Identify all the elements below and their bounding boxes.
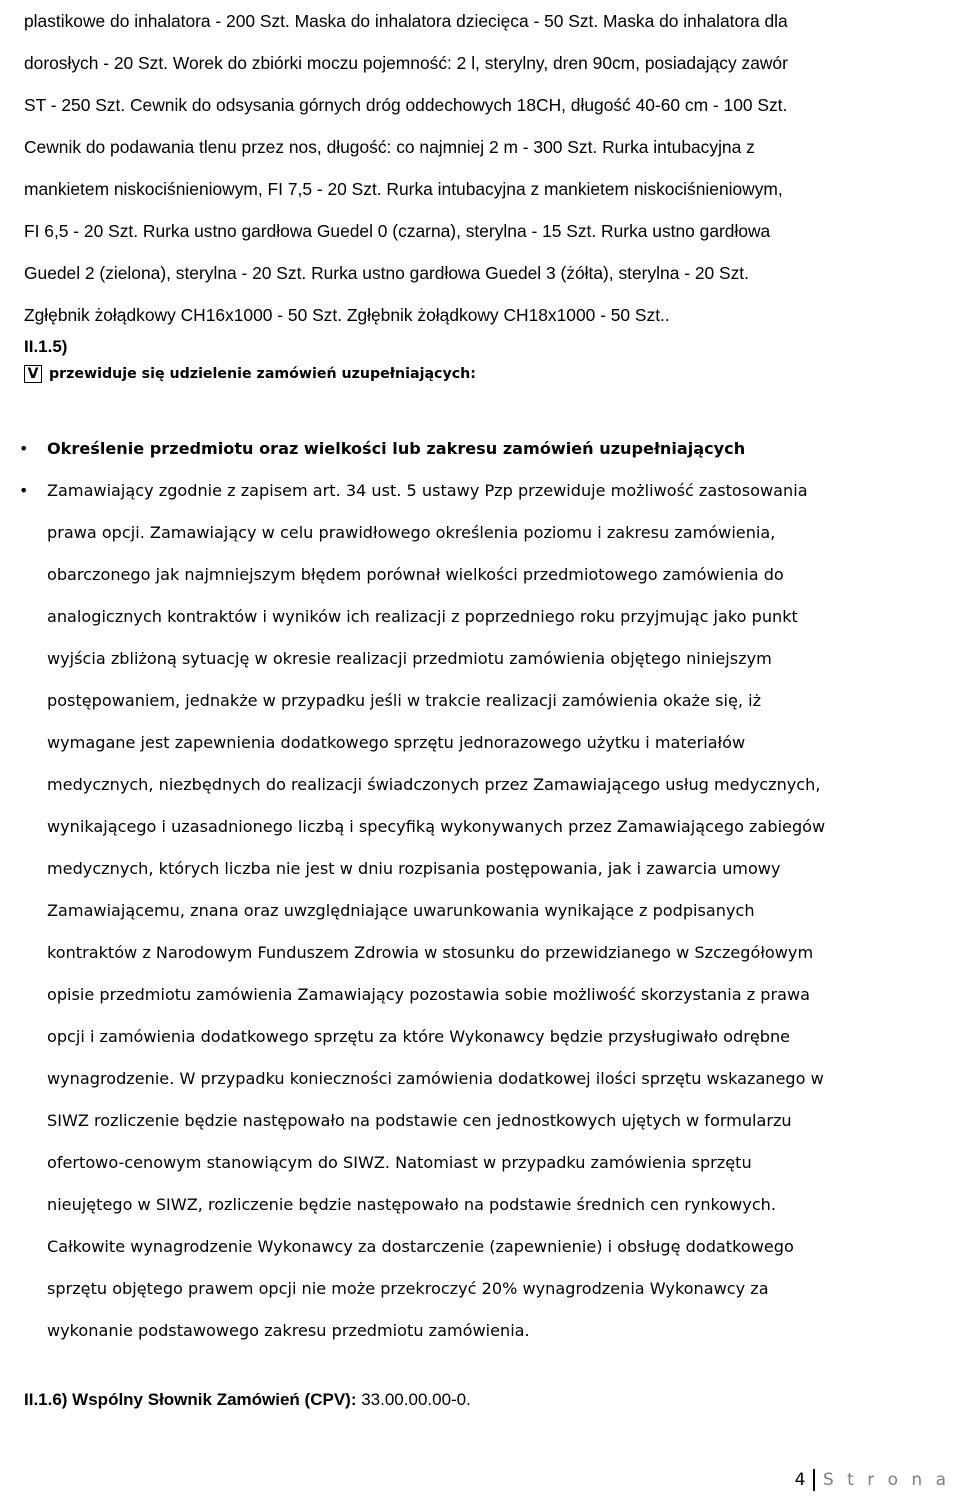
- bullet-line: Zamawiającemu, znana oraz uwzględniające uwarunkowania wynikające z podpisanych: [47, 901, 755, 920]
- checkbox-label: przewiduje się udzielenie zamówień uzupełniających:: [49, 366, 476, 382]
- bullet-line: wyjścia zbliżoną sytuację w okresie realizacji przedmiotu zamówienia objętego niniejszym: [47, 649, 772, 668]
- section-number: II.1.5): [24, 337, 68, 356]
- checkbox-checked[interactable]: V: [24, 365, 42, 383]
- paragraph-line: Guedel 2 (zielona), sterylna - 20 Szt. Rurka ustno gardłowa Guedel 3 (żółta), sterylna - 20 Szt.: [24, 263, 749, 283]
- bullet-line: analogicznych kontraktów i wyników ich realizacji z poprzedniego roku przyjmując jako punkt: [47, 607, 798, 626]
- cpv-value: 33.00.00.00-0.: [361, 1390, 471, 1409]
- cpv-line: [24, 1388, 471, 1412]
- bullet-line: ofertowo-cenowym stanowiącym do SIWZ. Natomiast w przypadku zamówienia sprzętu: [47, 1153, 752, 1172]
- bullet-line: SIWZ rozliczenie będzie następowało na podstawie cen jednostkowych ujętych w formularzu: [47, 1111, 792, 1130]
- bullet-line: wynagrodzenie. W przypadku konieczności zamówienia dodatkowej ilości sprzętu wskazanego w: [47, 1069, 824, 1088]
- list-item: [0, 470, 960, 1352]
- bullet-body: [47, 470, 952, 1352]
- paragraph-line: mankietem niskociśnieniowym, FI 7,5 - 20 Szt. Rurka intubacyjna z mankietem niskociśnieniowym,: [24, 179, 783, 199]
- bullet-line: wykonanie podstawowego zakresu przedmiotu zamówienia.: [47, 1321, 530, 1340]
- bullet-line: medycznych, niezbędnych do realizacji świadczonych przez Zamawiającego usług medycznych,: [47, 775, 821, 794]
- page-label: S t r o n a: [822, 1470, 950, 1490]
- bullet-line: obarczonego jak najmniejszym błędem porównał wielkości przedmiotowego zamówienia do: [47, 565, 784, 584]
- bullet-line: medycznych, których liczba nie jest w dniu rozpisania postępowania, jak i zawarcia umowy: [47, 859, 781, 878]
- bullet-line: opisie przedmiotu zamówienia Zamawiający pozostawia sobie możliwość skorzystania z prawa: [47, 985, 810, 1004]
- bullet-line: Zamawiający zgodnie z zapisem art. 34 ust. 5 ustawy Pzp przewiduje możliwość zastosowania: [47, 481, 808, 500]
- paragraph-line: dorosłych - 20 Szt. Worek do zbiórki moczu pojemność: 2 l, sterylny, dren 90cm, posiadający zawór: [24, 53, 788, 73]
- page-footer: [795, 1467, 950, 1493]
- cpv-label: II.1.6) Wspólny Słownik Zamówień (CPV):: [24, 1390, 357, 1409]
- top-paragraph: [24, 0, 954, 336]
- bullet-line: sprzętu objętego prawem opcji nie może przekroczyć 20% wynagrodzenia Wykonawcy za: [47, 1279, 769, 1298]
- bullet-line: wymagane jest zapewnienia dodatkowego sprzętu jednorazowego użytku i materiałów: [47, 733, 746, 752]
- bullet-line: Całkowite wynagrodzenie Wykonawcy za dostarczenie (zapewnienie) i obsługę dodatkowego: [47, 1237, 794, 1256]
- paragraph-line: FI 6,5 - 20 Szt. Rurka ustno gardłowa Guedel 0 (czarna), sterylna - 15 Szt. Rurka ustno gardłowa: [24, 221, 771, 241]
- paragraph-line: Zgłębnik żołądkowy CH16x1000 - 50 Szt. Zgłębnik żołądkowy CH18x1000 - 50 Szt..: [24, 305, 670, 325]
- paragraph-line: plastikowe do inhalatora - 200 Szt. Maska do inhalatora dziecięca - 50 Szt. Maska do inhalatora dla: [24, 11, 788, 31]
- page-number: 4: [794, 1470, 806, 1490]
- bullet-line: opcji i zamówienia dodatkowego sprzętu za które Wykonawcy będzie przysługiwało odrębne: [47, 1027, 791, 1046]
- paragraph-line: Cewnik do podawania tlenu przez nos, długość: co najmniej 2 m - 300 Szt. Rurka intubacyjna z: [24, 137, 755, 157]
- bullet-icon: •: [19, 439, 29, 458]
- list-item: [0, 428, 960, 470]
- paragraph-line: ST - 250 Szt. Cewnik do odsysania górnych dróg oddechowych 18CH, długość 40-60 cm - 100 Szt.: [24, 95, 788, 115]
- bullet-line: nieujętego w SIWZ, rozliczenie będzie następowało na podstawie średnich cen rynkowych.: [47, 1195, 776, 1214]
- bullet-icon: •: [19, 481, 29, 500]
- bullet-line: kontraktów z Narodowym Funduszem Zdrowia w stosunku do przewidzianego w Szczegółowym: [47, 943, 814, 962]
- bullet-line: Określenie przedmiotu oraz wielkości lub zakresu zamówień uzupełniających: [47, 439, 746, 458]
- bullet-line: wynikającego i uzasadnionego liczbą i specyfiką wykonywanych przez Zamawiającego zabiegów: [47, 817, 826, 836]
- footer-divider: [813, 1469, 815, 1491]
- bullet-list: [0, 428, 960, 1352]
- supplementary-orders-checkbox-row: [24, 362, 476, 386]
- bullet-line: postępowaniem, jednakże w przypadku jeśli w trakcie realizacji zamówienia okaże się, iż: [47, 691, 762, 710]
- bullet-line: prawa opcji. Zamawiający w celu prawidłowego określenia poziomu i zakresu zamówienia,: [47, 523, 776, 542]
- bullet-heading: [47, 428, 952, 470]
